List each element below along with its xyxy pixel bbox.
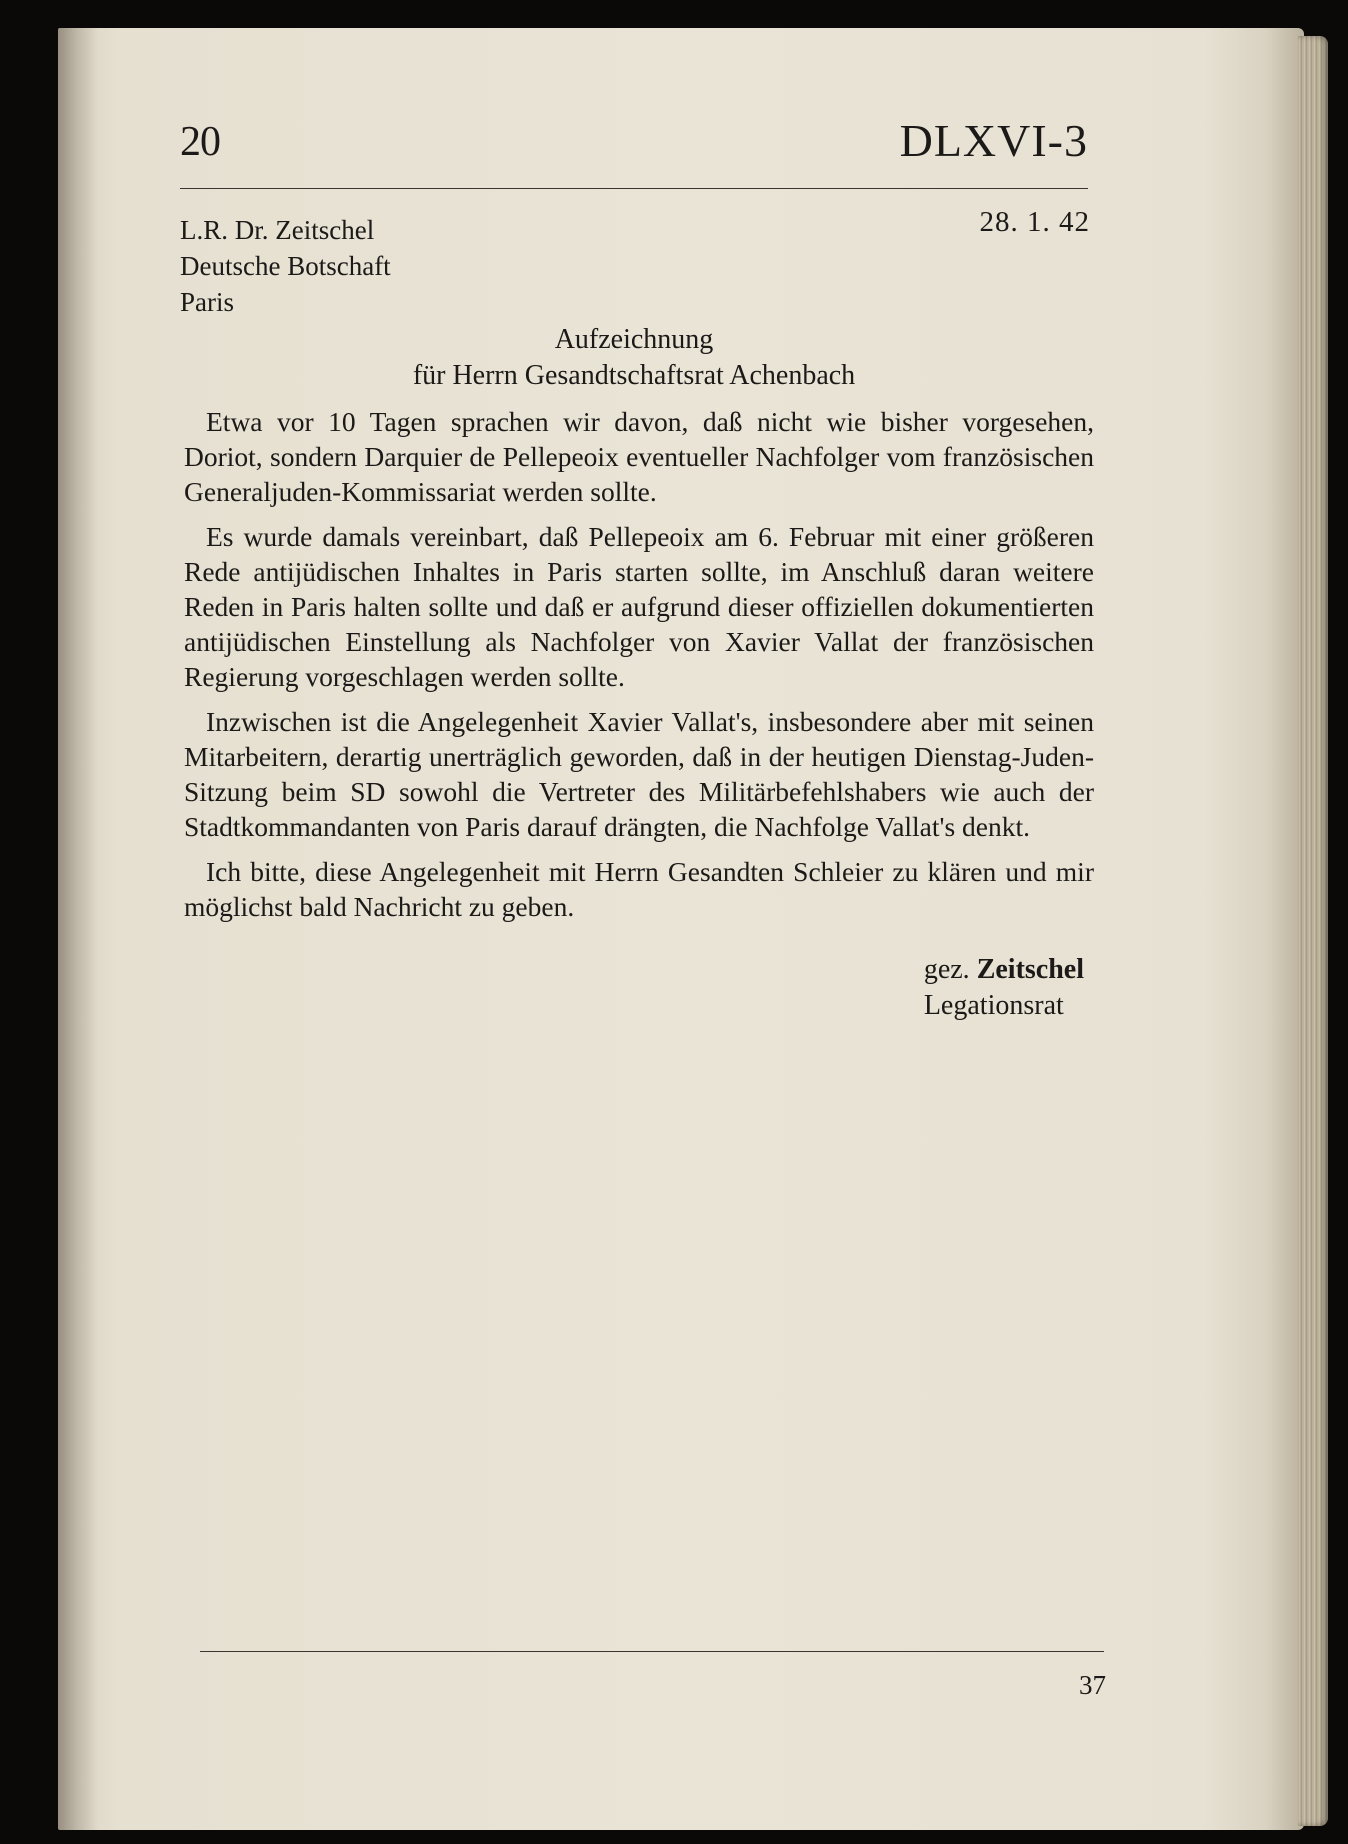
header-rule <box>180 188 1088 189</box>
body-paragraph: Inzwischen ist die Angelegenheit Xavier Vallat's, insbesondere aber mit seinen Mitarbeitern, derartig unerträglich geworden, daß in der heutigen Dienstag-Juden-Sitzung beim SD sowohl die Vertreter des Militärbefehlshabers wie auch der Stadtkommandanten von Paris darauf drängten, die Nachfolge Vallat's denkt. <box>184 706 1094 842</box>
body-paragraph: Etwa vor 10 Tagen sprachen wir davon, daß nicht wie bisher vorgesehen, Doriot, sondern Darquier de Pellepeoix eventueller Nachfolger vom französischen Generaljuden-Kommissariat werden sollte. <box>184 406 1094 507</box>
signature-rank: Legationsrat <box>923 990 1064 1021</box>
page-edges <box>1298 36 1328 1826</box>
folio-number: 37 <box>1079 1670 1106 1700</box>
body-paragraph: Es wurde damals vereinbart, daß Pellepeoix am 6. Februar mit einer größeren Rede antijüdischen Inhaltes in Paris starten sollte, im Anschluß daran weitere Reden in Paris halten sollte und daß er aufgrund dieser offiziellen dokumentierten antijüdischen Einstellung als Nachfolger von Xavier Vallat der französischen Regierung vorgeschlagen werden sollte. <box>184 521 1094 692</box>
signature-name: Zeitschel <box>976 954 1084 985</box>
memo-title <box>180 322 1088 394</box>
body-paragraph: Ich bitte, diese Angelegenheit mit Herrn Gesandten Schleier zu klären und mir möglichst bald Nachricht zu geben. <box>184 856 1094 922</box>
page-number: 20 <box>180 119 220 165</box>
sender-line-1: L.R. Dr. Zeitschel <box>180 215 375 245</box>
sender-block <box>180 212 391 320</box>
signature-line <box>924 952 1084 988</box>
memo-title-line-1: Aufzeichnung <box>554 324 714 355</box>
sender-line-2: Deutsche Botschaft <box>180 251 391 281</box>
signature-block <box>924 952 1084 1024</box>
signature-prefix: gez. <box>923 954 977 985</box>
gutter-shadow <box>58 28 98 1830</box>
memo-body <box>184 404 1094 934</box>
footer-rule <box>200 1651 1104 1652</box>
document-id: DLXVI-3 <box>899 115 1088 166</box>
document-date: 28. 1. 42 <box>979 206 1090 238</box>
sender-line-3: Paris <box>180 287 234 317</box>
memo-title-line-2: für Herrn Gesandtschaftsrat Achenbach <box>412 360 856 391</box>
